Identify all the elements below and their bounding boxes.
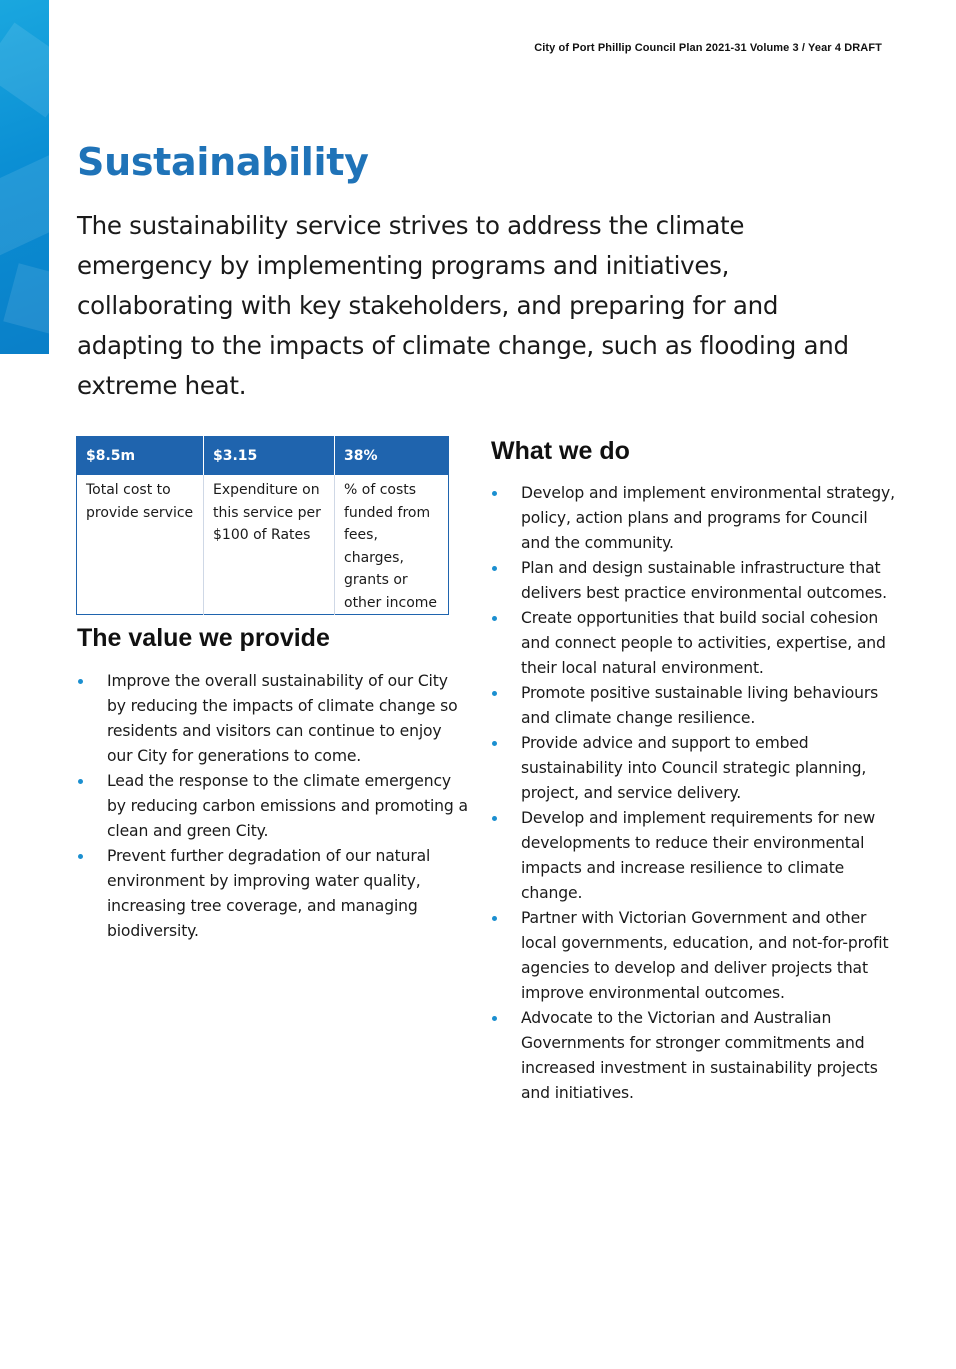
- list-item: [491, 731, 896, 806]
- bullet-icon: [78, 779, 83, 784]
- stats-header-row: [77, 437, 449, 476]
- bullet-icon: [78, 854, 83, 859]
- list-item-text: Develop and implement environmental strategy, policy, action plans and programs for Council and the community.: [521, 484, 895, 552]
- list-item-text: Develop and implement requirements for new developments to reduce their environmental impacts and increase resilience to climate change.: [521, 809, 876, 902]
- stat-value-total-cost: $8.5m: [77, 437, 204, 476]
- value-list: [77, 669, 469, 944]
- list-item: [77, 769, 469, 844]
- stat-value-expenditure: $3.15: [204, 437, 335, 476]
- service-stats-table: [76, 436, 449, 615]
- list-item: [491, 556, 896, 606]
- list-item-text: Advocate to the Victorian and Australian Governments for stronger commitments and increased investment in sustainability projects and initiatives.: [521, 1009, 878, 1102]
- list-item-text: Prevent further degradation of our natural environment by improving water quality, increasing tree coverage, and managing biodiversity.: [107, 847, 431, 940]
- bullet-icon: [492, 816, 497, 821]
- list-item-text: Create opportunities that build social cohesion and connect people to activities, expertise, and their local natural environment.: [521, 609, 886, 677]
- stat-label-expenditure: Expenditure on this service per $100 of Rates: [204, 475, 335, 615]
- stat-value-funded-percent: 38%: [335, 437, 449, 476]
- bullet-icon: [492, 1016, 497, 1021]
- bullet-icon: [492, 616, 497, 621]
- bullet-icon: [492, 491, 497, 496]
- list-item: [491, 906, 896, 1006]
- bullet-icon: [492, 916, 497, 921]
- intro-paragraph: The sustainability service strives to address the climate emergency by implementing programs and initiatives, collaborating with key stakeholders, and preparing for and adapting to the impacts of climate change, such as flooding and extreme heat.: [77, 211, 849, 400]
- list-item: [491, 481, 896, 556]
- stats-label-row: [77, 475, 449, 615]
- list-item: [491, 806, 896, 906]
- stat-label-funded-percent: % of costs funded from fees, charges, grants or other income: [344, 482, 438, 611]
- what-we-do-list: [491, 481, 896, 1106]
- bullet-icon: [492, 741, 497, 746]
- bullet-icon: [492, 691, 497, 696]
- value-section-heading: The value we provide: [77, 624, 330, 652]
- bullet-icon: [78, 679, 83, 684]
- list-item-text: Partner with Victorian Government and other local governments, education, and not-for-profit agencies to develop and deliver projects that improve environmental outcomes.: [521, 909, 889, 1002]
- bullet-icon: [492, 566, 497, 571]
- list-item: [77, 669, 469, 769]
- list-item-text: Lead the response to the climate emergency by reducing carbon emissions and promoting a clean and green City.: [107, 772, 468, 840]
- document-header: City of Port Phillip Council Plan 2021-31 Volume 3 / Year 4 DRAFT: [534, 42, 882, 54]
- decorative-side-bar: [0, 0, 49, 354]
- stat-label-total-cost: Total cost to provide service: [77, 475, 204, 615]
- what-we-do-heading: What we do: [491, 437, 630, 465]
- list-item: [77, 844, 469, 944]
- list-item: [491, 606, 896, 681]
- list-item: [491, 681, 896, 731]
- page-title: Sustainability: [77, 140, 369, 184]
- list-item-text: Promote positive sustainable living behaviours and climate change resilience.: [521, 684, 879, 727]
- list-item-text: Provide advice and support to embed sustainability into Council strategic planning, project, and service delivery.: [521, 734, 867, 802]
- list-item-text: Plan and design sustainable infrastructure that delivers best practice environmental outcomes.: [521, 559, 887, 602]
- list-item-text: Improve the overall sustainability of our City by reducing the impacts of climate change so residents and visitors can continue to enjoy our City for generations to come.: [107, 672, 458, 765]
- list-item: [491, 1006, 896, 1106]
